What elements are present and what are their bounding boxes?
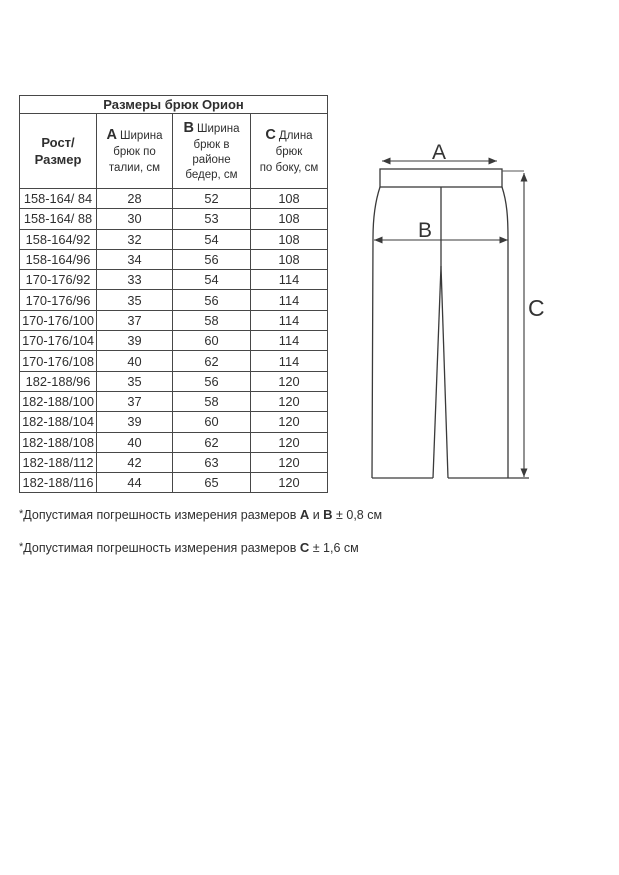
- table-row: [20, 473, 328, 493]
- cell-a: 28: [97, 189, 173, 209]
- table-row: [20, 249, 328, 269]
- col-header-b-text2: брюк в районе: [192, 138, 231, 166]
- trousers-diagram: [360, 140, 580, 490]
- cell-a: 40: [97, 351, 173, 371]
- table-row: [20, 412, 328, 432]
- cell-b: 62: [173, 351, 251, 371]
- footnote-text: Допустимая погрешность измерения размеров: [23, 541, 300, 555]
- cell-a: 39: [97, 412, 173, 432]
- footnote-tolerance-c: [19, 540, 359, 555]
- cell-b: 56: [173, 249, 251, 269]
- cell-c: 108: [251, 229, 328, 249]
- dim-label-b: В: [417, 219, 433, 242]
- cell-a: 37: [97, 310, 173, 330]
- footnote-bold-a: А: [299, 507, 310, 522]
- cell-c: 120: [251, 412, 328, 432]
- cell-a: 42: [97, 452, 173, 472]
- table-row: [20, 452, 328, 472]
- cell-a: 35: [97, 371, 173, 391]
- cell-c: 120: [251, 391, 328, 411]
- table-title: Размеры брюк Орион: [20, 96, 328, 114]
- cell-a: 39: [97, 331, 173, 351]
- table-row: [20, 331, 328, 351]
- dim-label-c: С: [528, 295, 545, 321]
- cell-b: 58: [173, 310, 251, 330]
- dim-letter-c: С: [265, 127, 276, 144]
- col-header-c-text1: Длина брюк: [275, 130, 313, 159]
- footnote-text: ± 1,6 см: [309, 541, 359, 555]
- cell-a: 44: [97, 473, 173, 493]
- col-header-a: [97, 114, 173, 189]
- cell-b: 60: [173, 412, 251, 432]
- cell-a: 32: [97, 229, 173, 249]
- table-row: [20, 391, 328, 411]
- col-header-size: Рост/Размер: [20, 114, 97, 189]
- table-row: [20, 371, 328, 391]
- cell-a: 34: [97, 249, 173, 269]
- cell-b: 56: [173, 371, 251, 391]
- cell-c: 108: [251, 209, 328, 229]
- asterisk: *: [19, 508, 24, 520]
- cell-size: 182-188/116: [20, 473, 97, 493]
- col-header-a-text3: талии, см: [108, 161, 161, 174]
- col-header-a-text2: брюк по: [113, 146, 156, 159]
- table-row: [20, 432, 328, 452]
- cell-c: 114: [251, 331, 328, 351]
- footnote-tolerance-ab: [19, 507, 382, 522]
- table-row: [20, 290, 328, 310]
- footnote-bold-b: В: [323, 507, 333, 522]
- cell-c: 114: [251, 310, 328, 330]
- cell-c: 114: [251, 270, 328, 290]
- cell-b: 58: [173, 391, 251, 411]
- cell-b: 54: [173, 229, 251, 249]
- cell-c: 108: [251, 249, 328, 269]
- waistband: [380, 169, 502, 187]
- table-row: [20, 310, 328, 330]
- cell-c: 114: [251, 290, 328, 310]
- cell-c: 120: [251, 473, 328, 493]
- cell-a: 37: [97, 391, 173, 411]
- table-row: [20, 351, 328, 371]
- right-inner-seam: [441, 266, 448, 478]
- col-header-b-line1: [174, 119, 249, 138]
- cell-b: 62: [173, 432, 251, 452]
- cell-a: 35: [97, 290, 173, 310]
- size-table: [19, 95, 328, 493]
- cell-size: 182-188/104: [20, 412, 97, 432]
- col-header-c: [251, 114, 328, 189]
- cell-c: 120: [251, 452, 328, 472]
- cell-b: 56: [173, 290, 251, 310]
- cell-size: 158-164/96: [20, 249, 97, 269]
- dim-label-a: А: [431, 141, 447, 164]
- footnote-text: ± 0,8 см: [332, 508, 383, 522]
- cell-b: 60: [173, 331, 251, 351]
- col-header-b: [173, 114, 251, 189]
- col-header-a-text1: Ширина: [119, 130, 163, 143]
- cell-size: 158-164/92: [20, 229, 97, 249]
- cell-size: 182-188/112: [20, 452, 97, 472]
- cell-c: 108: [251, 189, 328, 209]
- cell-a: 33: [97, 270, 173, 290]
- cell-size: 158-164/ 88: [20, 209, 97, 229]
- table-row: [20, 209, 328, 229]
- cell-size: 182-188/108: [20, 432, 97, 452]
- col-header-c-line1: [252, 126, 326, 160]
- footnote-text: Допустимая погрешность измерения размеров: [23, 508, 300, 522]
- cell-b: 53: [173, 209, 251, 229]
- col-header-b-text1: Ширина: [196, 122, 240, 135]
- cell-c: 120: [251, 432, 328, 452]
- cell-size: 170-176/92: [20, 270, 97, 290]
- left-outer-seam: [372, 187, 380, 478]
- table-row: [20, 270, 328, 290]
- cell-b: 65: [173, 473, 251, 493]
- col-header-a-line1: [98, 126, 171, 145]
- left-inner-seam: [433, 266, 441, 478]
- cell-b: 63: [173, 452, 251, 472]
- cell-size: 182-188/96: [20, 371, 97, 391]
- cell-size: 170-176/100: [20, 310, 97, 330]
- table-row: [20, 229, 328, 249]
- table-header-row: [20, 114, 328, 189]
- table-title-row: [20, 96, 328, 114]
- cell-a: 30: [97, 209, 173, 229]
- cell-size: 158-164/ 84: [20, 189, 97, 209]
- footnote-bold-c: С: [299, 540, 310, 555]
- col-header-c-text2: по боку, см: [259, 161, 319, 174]
- dim-letter-a: А: [106, 127, 117, 144]
- footnote-text: и: [309, 508, 324, 522]
- right-outer-seam: [502, 187, 508, 478]
- cell-b: 54: [173, 270, 251, 290]
- asterisk: *: [19, 541, 24, 553]
- cell-c: 120: [251, 371, 328, 391]
- cell-size: 170-176/108: [20, 351, 97, 371]
- cell-size: 170-176/96: [20, 290, 97, 310]
- cell-b: 52: [173, 189, 251, 209]
- table-row: [20, 189, 328, 209]
- cell-a: 40: [97, 432, 173, 452]
- col-header-b-text3: бедер, см: [185, 169, 238, 182]
- dim-letter-b: В: [183, 119, 194, 136]
- cell-c: 114: [251, 351, 328, 371]
- cell-size: 170-176/104: [20, 331, 97, 351]
- cell-size: 182-188/100: [20, 391, 97, 411]
